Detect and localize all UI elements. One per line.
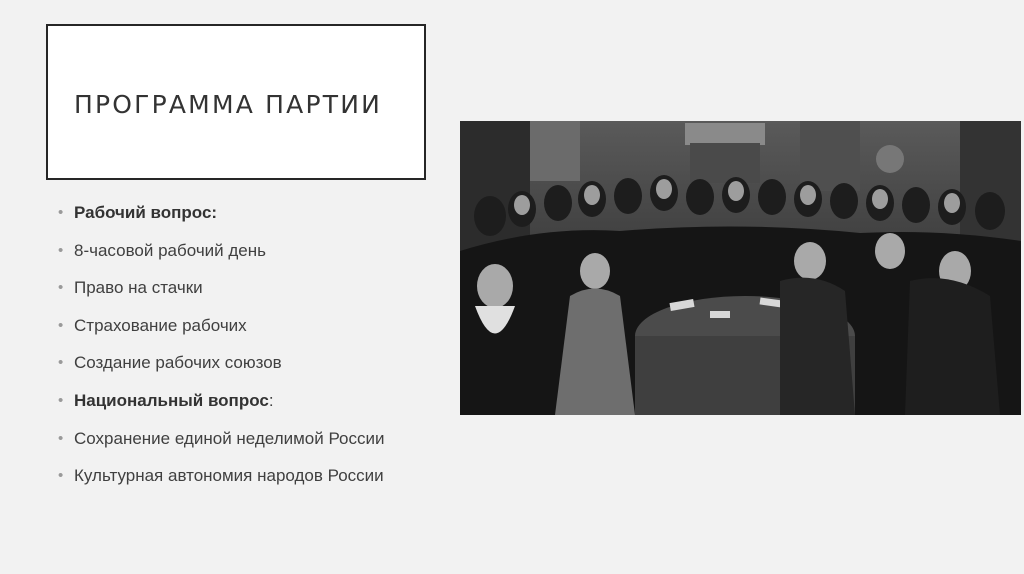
- slide-title: ПРОГРАММА ПАРТИИ: [74, 90, 383, 119]
- bullet-item: [58, 313, 478, 351]
- bullet-text: :: [268, 390, 274, 410]
- bullet-item: [58, 238, 478, 276]
- bullet-text: Сохранение единой неделимой России: [74, 428, 385, 448]
- photo-illustration: [460, 121, 1021, 415]
- bullet-bold-text: Рабочий вопрос:: [74, 203, 218, 222]
- bullet-item: [58, 463, 478, 501]
- bullet-dot-icon: •: [58, 316, 64, 334]
- bullet-dot-icon: •: [58, 279, 64, 297]
- bullet-dot-icon: •: [58, 467, 64, 485]
- bullet-dot-icon: •: [58, 429, 64, 447]
- bullet-dot-icon: •: [58, 391, 64, 409]
- bullet-text: Страхование рабочих: [74, 315, 247, 335]
- bullet-text: Создание рабочих союзов: [74, 353, 282, 373]
- bullet-item: [58, 275, 478, 313]
- bullet-bold-text: Национальный вопрос: [74, 390, 269, 410]
- title-box: [46, 24, 426, 180]
- bullet-text: 8-часовой рабочий день: [74, 240, 267, 260]
- bullet-dot-icon: •: [58, 241, 64, 259]
- bullet-dot-icon: •: [58, 354, 64, 372]
- bullet-item: [58, 350, 478, 388]
- bullet-text: Право на стачки: [74, 278, 203, 298]
- bullet-item: [58, 200, 478, 238]
- historical-group-photo: [460, 121, 1021, 415]
- bullet-item: [58, 388, 478, 426]
- bullet-list: [58, 200, 478, 501]
- bullet-dot-icon: •: [58, 204, 64, 221]
- bullet-item: [58, 426, 478, 464]
- bullet-text: Культурная автономия народов России: [74, 466, 384, 486]
